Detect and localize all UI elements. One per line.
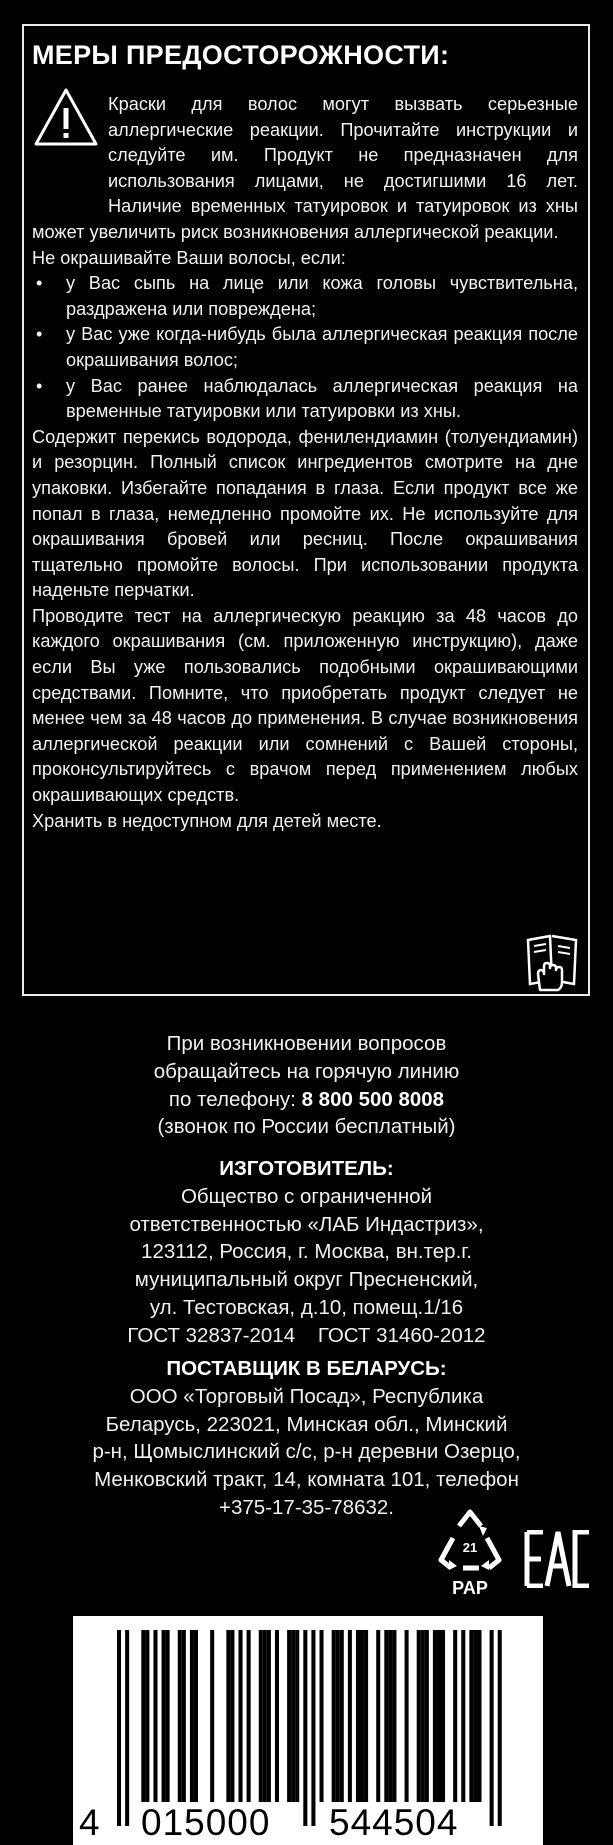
warning-paragraph: Краски для волос могут вызвать серьезные аллергические реакции. Прочитайте инструкции и следуйте им. Продукт не предназначен для использования лицами, не достигшими 16 лет. Наличие временных татуировок и татуировок из хны может увеличить риск возникновения аллергической реакции. [32,94,578,242]
barcode-bar [425,1630,429,1802]
barcode-bar [178,1630,182,1802]
supplier-line: Менковский тракт, 14, комната 101, телефон [94,1468,519,1492]
barcode-bar [469,1630,473,1802]
warning-paragraph: Проводите тест на аллергическую реакцию за 48 часов до каждого окрашивания (см. приложенную инструкцию), даже если Вы уже пользовались подобными окрашивающими средствами. Помните, что приобретать продукт следует не менее чем за 48 часов до применения. В случае возникновения аллергической реакции или сомнений с Вашей стороны, проконсультируйтесь с врачом перед применением любых окрашивающих средств. [32,605,578,806]
barcode-bar [166,1630,170,1802]
list-item: • у Вас ранее наблюдалась аллергическая реакция на временные татуировки или татуировки из хны. [32,374,578,425]
hotline-info [0,1030,613,1141]
hotline-phone: 8 800 500 8008 [301,1087,445,1111]
barcode-bar [263,1630,267,1802]
barcode-bar [364,1630,368,1802]
list-item: • у Вас сыпь на лице или кожа головы чувствительна, раздражена или повреждена; [32,271,578,322]
contraindications-list [32,271,578,425]
supplier-line: Беларусь, 223021, Минская обл., Минский [105,1412,508,1436]
recycle-label: PAP [452,1578,488,1598]
barcode-digits-right: 544504 [329,1802,459,1843]
supplier-line: р-н, Щомыслинский с/с, р-н деревни Озерцо, [92,1440,521,1464]
recycle-icon [435,1508,505,1600]
barcode-bar [267,1630,271,1802]
supplier-info [0,1355,613,1522]
barcode-bar [259,1630,263,1802]
manufacturer-line: Общество с ограниченной [180,1184,433,1208]
hotline-line [0,1086,613,1114]
warning-paragraph: Содержит перекись водорода, фенилендиамин (толуендиамин) и резорцин. Полный список ингредиентов смотрите на дне упаковки. Избегайте попадания в глаза. Если продукт все же попал в глаза, немедленно промойте их. Не используйте для окрашивания бровей или ресниц. После окрашивания тщательно промойте волосы. При использовании продукта наденьте перчатки. [32,426,578,601]
barcode-bar [461,1630,465,1802]
barcode-bar [340,1630,344,1802]
barcode-bar [384,1630,388,1802]
barcode-bar [295,1630,299,1802]
barcode-bar [287,1630,291,1802]
barcode-bar [433,1630,437,1802]
warning-paragraph: Хранить в недоступном для детей месте. [32,810,382,831]
supplier-line: ООО «Торговый Посад», Республика [129,1384,484,1408]
hotline-prefix: по телефону: [168,1087,302,1111]
barcode-bar [490,1630,494,1826]
barcode-bar [336,1630,340,1802]
precautions-text [32,92,578,834]
barcode-bar [473,1630,477,1802]
barcode-bar [388,1630,392,1802]
barcode-bar [332,1630,336,1802]
barcode-bar [477,1630,481,1802]
hotline-line: обращайтесь на горячую линию [153,1059,460,1083]
eac-mark-icon [523,1530,593,1588]
manufacturer-line: муниципальный округ Пресненский, [134,1268,479,1292]
barcode-bar [348,1630,352,1802]
barcode-bar [291,1630,295,1802]
barcode-bar [190,1630,194,1802]
barcode-bar [392,1630,396,1802]
barcode-bar [162,1630,166,1802]
supplier-heading: ПОСТАВЩИК В БЕЛАРУСЬ: [166,1357,447,1380]
barcode-bar [194,1630,198,1802]
barcode-bar [141,1630,145,1802]
barcode-bar [153,1630,157,1802]
barcode-bar [145,1630,149,1802]
manufacturer-line: ГОСТ 32837-2014 ГОСТ 31460-2012 [127,1323,486,1347]
barcode-bar [453,1630,457,1802]
warning-paragraph: Не окрашивайте Ваши волосы, если: [32,247,346,268]
barcode-bar [247,1630,251,1802]
barcode-digits-left: 015000 [141,1802,271,1843]
barcode-digit-first: 4 [79,1802,101,1843]
barcode-bar [210,1630,214,1802]
supplier-line: +375-17-35-78632. [219,1495,394,1519]
hotline-line: При возникновении вопросов [166,1032,447,1055]
barcode-bar [421,1630,425,1802]
barcode-bar [117,1630,121,1826]
barcode-bar [182,1630,186,1802]
barcode-bar [275,1630,279,1802]
barcode-bar [230,1630,234,1802]
manufacturer-heading: ИЗГОТОВИТЕЛЬ: [219,1157,394,1180]
manufacturer-line: ул. Тестовская, д.10, помещ.1/16 [149,1295,464,1319]
barcode-bar [311,1630,315,1826]
barcode-bar [405,1630,409,1802]
barcode-bar [125,1630,129,1826]
barcode-bar [303,1630,307,1826]
barcode-bar [441,1630,445,1802]
barcode-bar [356,1630,360,1802]
barcode-bar [239,1630,243,1802]
list-item: • у Вас уже когда-нибудь была аллергическая реакция после окрашивания волос; [32,322,578,373]
barcode-bar [437,1630,441,1802]
hotline-line: (звонок по России бесплатный) [157,1115,456,1139]
barcode-bar [376,1630,380,1802]
recycle-code: 21 [462,1540,478,1555]
barcode-bar [498,1630,502,1826]
barcode [73,1616,543,1845]
read-instructions-icon [522,930,582,992]
barcode-bar [417,1630,421,1802]
manufacturer-info [0,1155,613,1350]
barcode-bar [320,1630,324,1802]
manufacturer-line: 123112, Россия, г. Москва, вн.тер.г. [141,1240,472,1264]
manufacturer-line: ответственностью «ЛАБ Индастриз», [129,1212,484,1236]
barcode-bar [226,1630,230,1802]
barcode-bar [360,1630,364,1802]
precautions-title: МЕРЫ ПРЕДОСТОРОЖНОСТИ: [32,40,450,70]
precautions-box [22,24,590,996]
